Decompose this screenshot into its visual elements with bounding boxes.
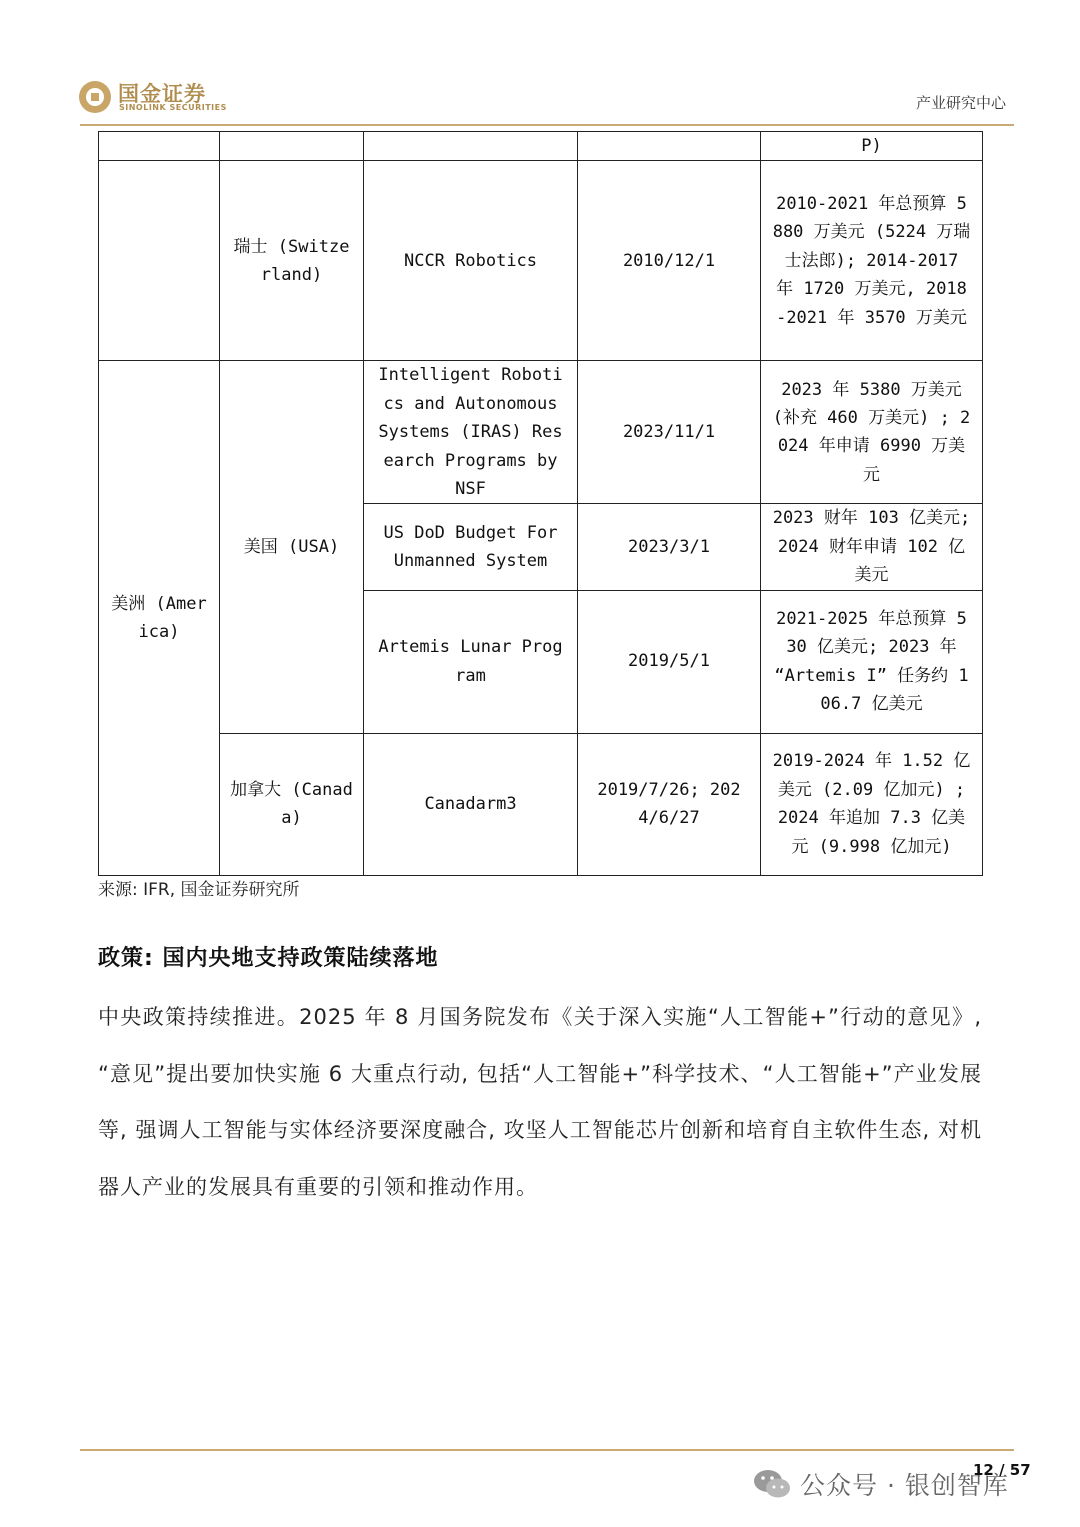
funding-cell: 2010-2021 年总预算 5880 万美元 (5224 万瑞士法郎); 2014-2017 年 1720 万美元, 2018-2021 年 3570 万美元 <box>761 161 983 361</box>
watermark-text: 公众号 · 银创智库 <box>800 1471 1009 1500</box>
country-cell: 加拿大 (Canada) <box>220 733 364 875</box>
funding-table <box>98 131 983 876</box>
date-cell: 2023/11/1 <box>578 361 761 504</box>
country-cell <box>220 132 364 161</box>
program-cell: NCCR Robotics <box>364 161 578 361</box>
table-row <box>99 132 983 161</box>
page-header <box>78 76 1012 126</box>
region-cell: 美洲 (America) <box>99 361 220 875</box>
logo-chinese-name: 国金证券 <box>118 82 206 106</box>
section-heading: 政策: 国内央地支持政策陆续落地 <box>98 946 439 971</box>
footer-divider <box>80 1449 1014 1451</box>
country-cell: 美国 (USA) <box>220 361 364 733</box>
program-cell: Canadarm3 <box>364 733 578 875</box>
sinolink-logo-icon <box>78 80 112 114</box>
funding-cell: 2019-2024 年 1.52 亿美元 (2.09 亿加元) ; 2024 年追加 7.3 亿美元 (9.998 亿加元) <box>761 733 983 875</box>
table-row <box>99 733 983 875</box>
region-cell <box>99 161 220 361</box>
program-cell: Intelligent Robotics and Autonomous Systems (IRAS) Research Programs by NSF <box>364 361 578 504</box>
date-cell: 2010/12/1 <box>578 161 761 361</box>
date-cell <box>578 132 761 161</box>
table-source-note: 来源: IFR, 国金证券研究所 <box>98 880 300 900</box>
table-row <box>99 361 983 504</box>
body-paragraph: 中央政策持续推进。2025 年 8 月国务院发布《关于深入实施“人工智能+”行动的意见》, “意见”提出要加快实施 6 大重点行动, 包括“人工智能+”科学技术、“人工智能+”产业发展等, 强调人工智能与实体经济要深度融合, 攻坚人工智能芯片创新和培育自主软件生态, 对机器人产业的发展具有重要的引领和推动作用。 <box>98 1005 982 1199</box>
logo-english-name: SINOLINK SECURITIES <box>119 103 227 112</box>
program-cell <box>364 132 578 161</box>
table-row <box>99 161 983 361</box>
funding-cell: P) <box>761 132 983 161</box>
date-cell: 2019/7/26; 2024/6/27 <box>578 733 761 875</box>
country-cell: 瑞士 (Switzerland) <box>220 161 364 361</box>
funding-cell: 2023 年 5380 万美元 (补充 460 万美元) ; 2024 年申请 6990 万美元 <box>761 361 983 504</box>
page-number: 12 / 57 <box>973 1461 1031 1479</box>
header-divider <box>80 124 1014 126</box>
header-department: 产业研究中心 <box>915 94 1006 112</box>
program-cell: Artemis Lunar Program <box>364 590 578 733</box>
date-cell: 2023/3/1 <box>578 504 761 590</box>
funding-cell: 2023 财年 103 亿美元; 2024 财年申请 102 亿美元 <box>761 504 983 590</box>
wechat-icon <box>752 1466 792 1502</box>
program-cell: US DoD Budget For Unmanned System <box>364 504 578 590</box>
funding-cell: 2021-2025 年总预算 530 亿美元; 2023 年 “Artemis I” 任务约 106.7 亿美元 <box>761 590 983 733</box>
date-cell: 2019/5/1 <box>578 590 761 733</box>
region-cell <box>99 132 220 161</box>
wechat-watermark <box>752 1462 1009 1506</box>
